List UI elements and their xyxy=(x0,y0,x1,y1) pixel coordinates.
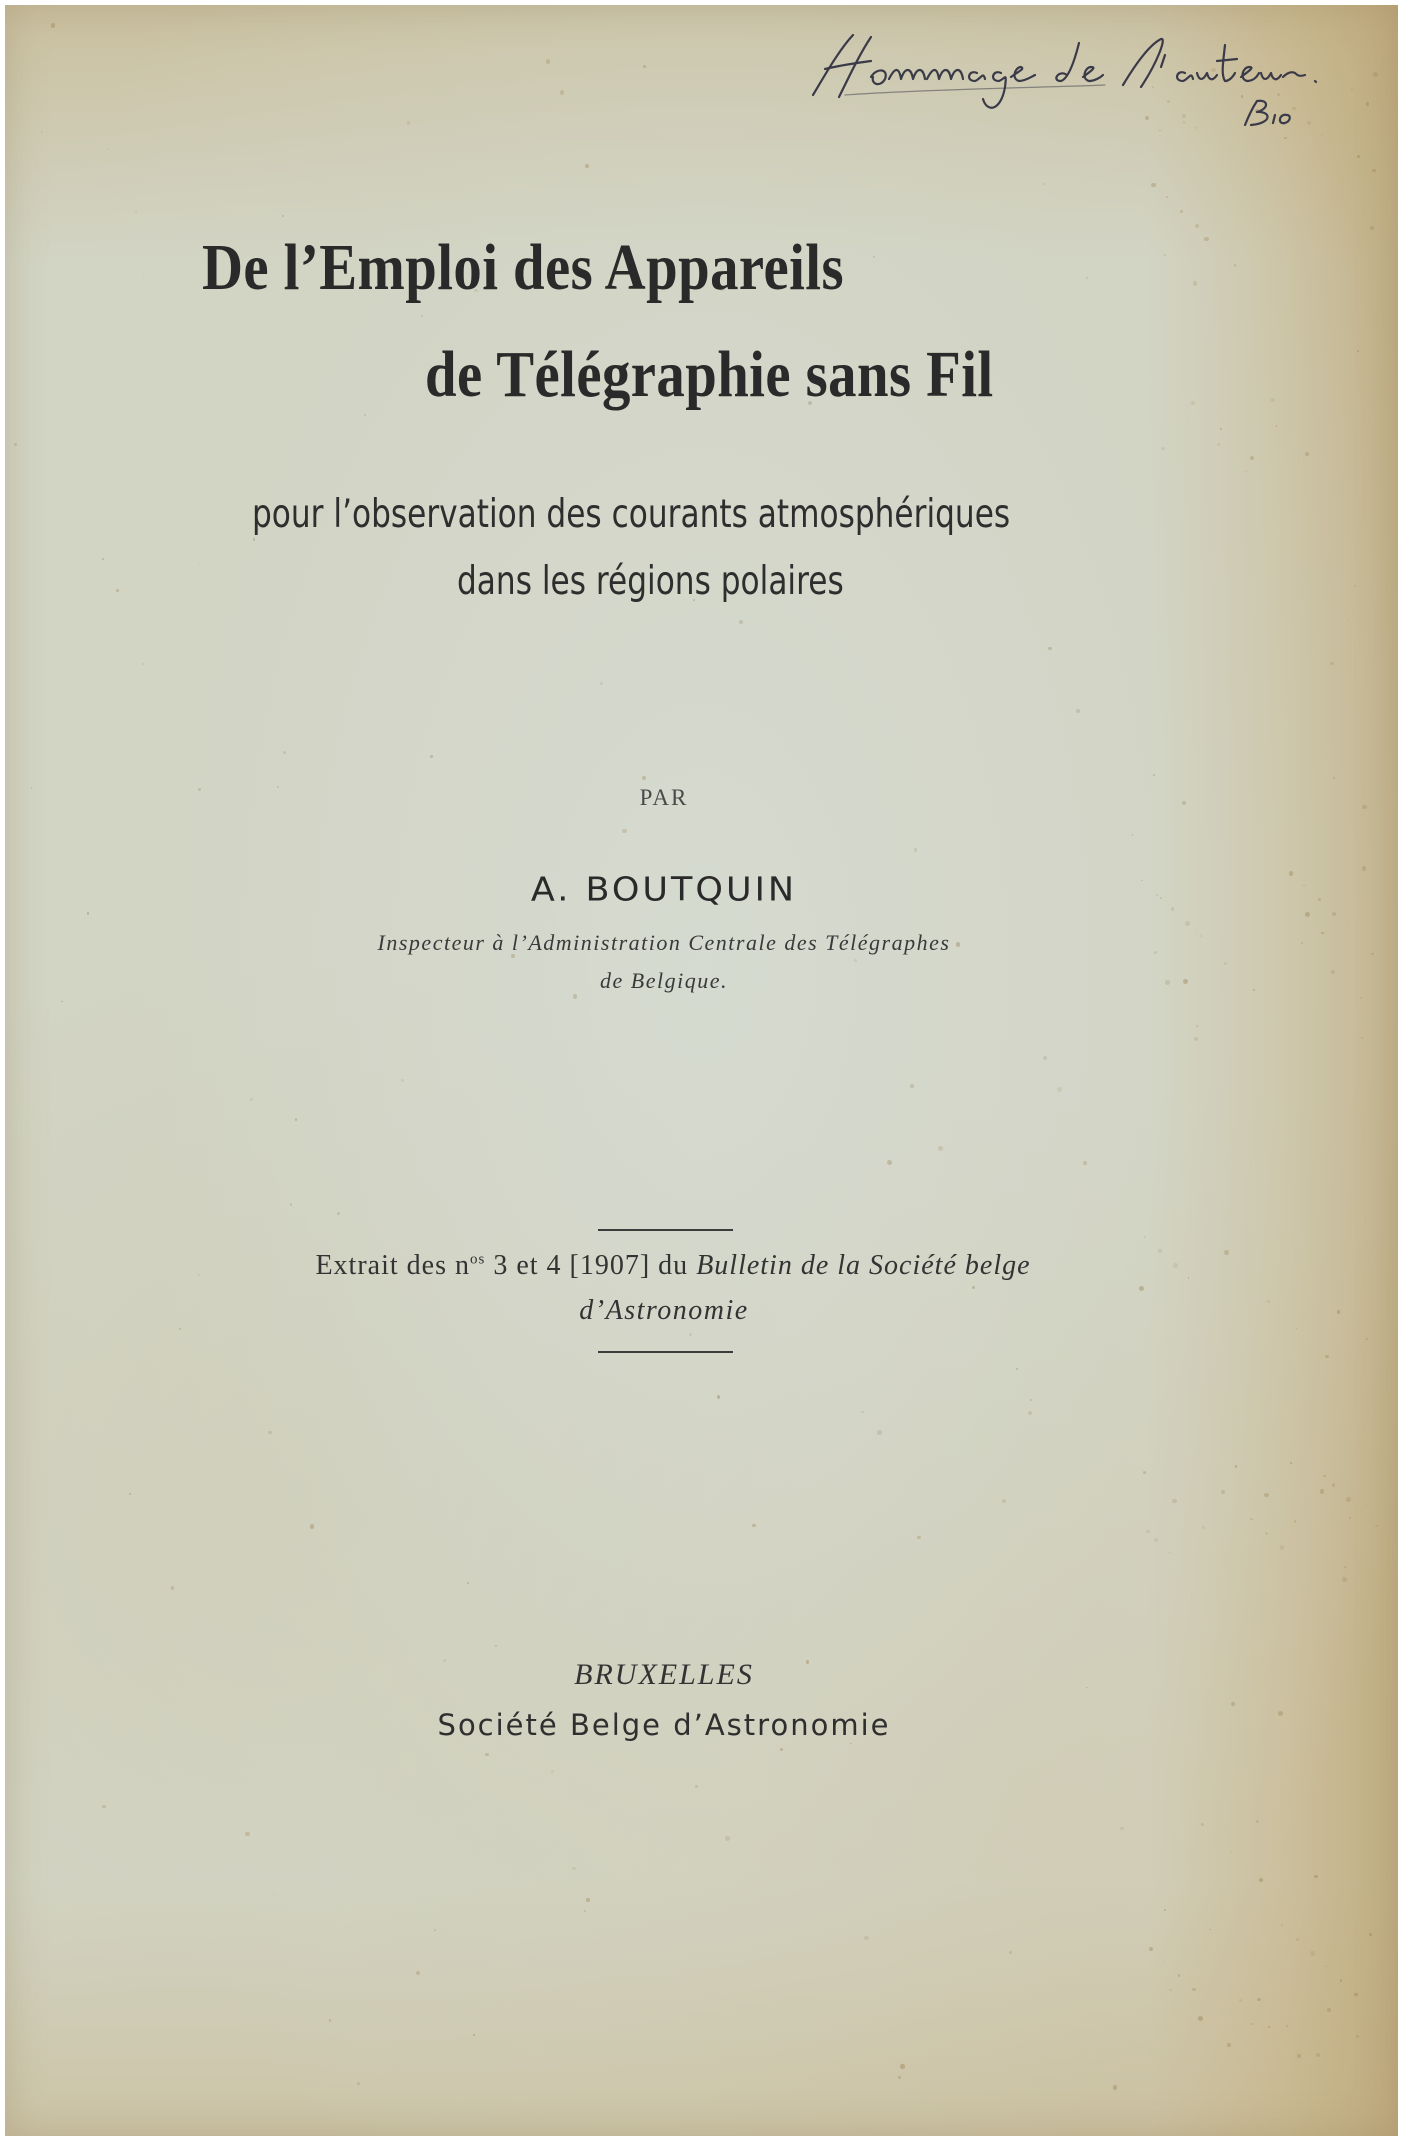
foxing-speck xyxy=(877,1430,881,1434)
foxing-speck xyxy=(560,90,565,95)
divider-top xyxy=(598,1229,733,1231)
foxing-speck xyxy=(1320,1489,1324,1493)
foxing-speck xyxy=(1076,709,1080,713)
subtitle-line-2: dans les régions polaires xyxy=(457,559,844,604)
foxing-speck xyxy=(1217,443,1220,446)
foxing-speck xyxy=(273,1894,274,1895)
foxing-speck xyxy=(873,256,875,258)
foxing-speck xyxy=(1230,1851,1231,1852)
foxing-speck xyxy=(1259,1878,1263,1882)
foxing-speck xyxy=(268,1431,271,1434)
foxing-speck xyxy=(887,1160,892,1165)
extract-prefix: Extrait des n xyxy=(315,1250,470,1281)
foxing-speck xyxy=(1113,2085,1118,2090)
foxing-speck xyxy=(1263,292,1264,293)
foxing-speck xyxy=(421,315,423,317)
foxing-speck xyxy=(1209,1929,1210,1930)
foxing-speck xyxy=(1239,1999,1242,2002)
foxing-speck xyxy=(142,663,144,665)
foxing-speck xyxy=(1234,264,1237,267)
author-affiliation-line-1: Inspecteur à l’Administration Centrale des Télégraphes xyxy=(377,930,951,955)
foxing-speck xyxy=(1290,1462,1292,1464)
foxing-speck xyxy=(1201,1823,1204,1826)
foxing-speck xyxy=(1154,1538,1158,1542)
extract-number-superscript: os xyxy=(469,1251,486,1268)
foxing-speck xyxy=(1250,456,1254,460)
foxing-speck xyxy=(585,164,589,168)
foxing-speck xyxy=(910,1084,914,1088)
foxing-speck xyxy=(282,215,285,218)
foxing-speck xyxy=(689,1333,692,1336)
foxing-speck xyxy=(416,1971,420,1975)
foxing-speck xyxy=(850,1743,852,1745)
foxing-speck xyxy=(1151,183,1156,188)
title-page xyxy=(5,5,1398,2136)
foxing-speck xyxy=(1371,1254,1372,1255)
foxing-speck xyxy=(717,1395,721,1399)
foxing-speck xyxy=(1191,401,1195,405)
foxing-speck xyxy=(1356,2035,1358,2037)
foxing-speck xyxy=(1185,921,1190,926)
foxing-speck xyxy=(1285,1847,1286,1848)
foxing-speck xyxy=(1144,1236,1146,1238)
journal-title-part-2: d’Astronomie xyxy=(579,1295,749,1326)
foxing-speck xyxy=(1340,1979,1343,1982)
foxing-speck xyxy=(1256,1820,1259,1823)
foxing-speck xyxy=(752,1524,756,1528)
foxing-speck xyxy=(600,682,603,685)
foxing-speck xyxy=(551,1770,555,1774)
foxing-speck xyxy=(102,558,105,561)
foxing-speck xyxy=(129,1493,131,1495)
foxing-speck xyxy=(900,2064,904,2068)
foxing-speck xyxy=(1257,1998,1260,2001)
foxing-speck xyxy=(1366,1338,1368,1340)
foxing-speck xyxy=(1143,1471,1146,1474)
foxing-speck xyxy=(1373,72,1378,77)
foxing-speck xyxy=(337,1212,340,1215)
foxing-speck xyxy=(622,829,626,833)
foxing-speck xyxy=(1369,1933,1372,1936)
foxing-speck xyxy=(1227,2043,1230,2046)
subtitle-line-1: pour l’observation des courants atmosphériques xyxy=(252,492,1011,537)
foxing-speck xyxy=(1366,102,1369,105)
foxing-speck xyxy=(972,1286,975,1289)
foxing-speck xyxy=(938,1146,943,1151)
foxing-speck xyxy=(1354,585,1356,587)
foxing-speck xyxy=(1164,254,1166,256)
foxing-speck xyxy=(1192,1988,1195,1991)
foxing-speck xyxy=(1294,1520,1297,1523)
foxing-speck xyxy=(1178,1974,1180,1976)
foxing-speck xyxy=(1305,912,1310,917)
foxing-speck xyxy=(1362,866,1366,870)
foxing-speck xyxy=(1370,226,1374,230)
foxing-speck xyxy=(1221,1490,1225,1494)
foxing-speck xyxy=(1030,1399,1032,1401)
foxing-speck xyxy=(642,776,646,780)
foxing-speck xyxy=(1344,1566,1347,1569)
foxing-speck xyxy=(1327,2008,1331,2012)
foxing-speck xyxy=(1280,1545,1284,1549)
foxing-speck xyxy=(914,848,918,852)
foxing-speck xyxy=(1357,155,1360,158)
foxing-speck xyxy=(102,1805,105,1808)
foxing-speck xyxy=(1361,1511,1363,1513)
foxing-speck xyxy=(1187,416,1188,417)
foxing-speck xyxy=(1360,997,1362,999)
foxing-speck xyxy=(1281,1924,1283,1926)
foxing-speck xyxy=(1305,452,1309,456)
foxing-speck xyxy=(68,1453,69,1454)
foxing-speck xyxy=(1265,1532,1268,1535)
foxing-speck xyxy=(546,59,551,64)
foxing-speck xyxy=(1325,1355,1328,1358)
foxing-speck xyxy=(1002,1499,1006,1503)
journal-title-part-1: Bulletin de la Société belge xyxy=(696,1250,1031,1281)
foxing-speck xyxy=(1220,428,1222,430)
foxing-speck xyxy=(1163,1961,1164,1962)
author-name: A. BOUTQUIN xyxy=(530,871,798,909)
foxing-speck xyxy=(1375,1525,1378,1528)
foxing-speck xyxy=(1276,425,1278,427)
foxing-speck xyxy=(1308,1283,1309,1284)
foxing-speck xyxy=(1361,1037,1363,1039)
foxing-speck xyxy=(1166,196,1168,198)
foxing-speck xyxy=(1348,620,1349,621)
foxing-speck xyxy=(898,2076,901,2079)
foxing-speck xyxy=(143,277,145,279)
foxing-speck xyxy=(1342,1577,1347,1582)
foxing-speck xyxy=(643,65,646,68)
foxing-speck xyxy=(1009,1951,1012,1954)
divider-bottom xyxy=(598,1351,733,1353)
extract-numbers: 3 et 4 [1907] du xyxy=(485,1250,697,1281)
foxing-speck xyxy=(171,1586,174,1589)
foxing-speck xyxy=(1246,471,1248,473)
foxing-speck xyxy=(357,2082,360,2085)
foxing-speck xyxy=(1028,1411,1032,1415)
foxing-speck xyxy=(310,1524,314,1528)
foxing-speck xyxy=(1316,2053,1320,2057)
foxing-speck xyxy=(407,121,411,125)
foxing-speck xyxy=(1043,1056,1047,1060)
foxing-speck xyxy=(1250,1162,1251,1163)
foxing-speck xyxy=(1161,447,1165,451)
foxing-speck xyxy=(1347,926,1348,927)
foxing-speck xyxy=(1314,1875,1317,1878)
foxing-speck xyxy=(1236,1504,1237,1505)
title-line-1: De l’Emploi des Appareils xyxy=(202,231,845,304)
foxing-speck xyxy=(107,148,109,150)
title-line-2: de Télégraphie sans Fil xyxy=(425,338,994,411)
foxing-speck xyxy=(1196,1025,1198,1027)
foxing-speck xyxy=(364,414,367,417)
foxing-speck xyxy=(245,1832,250,1837)
foxing-speck xyxy=(739,620,743,624)
foxing-speck xyxy=(1146,1530,1149,1533)
foxing-speck xyxy=(1191,1597,1192,1598)
foxing-speck xyxy=(61,1001,63,1003)
foxing-speck xyxy=(1153,774,1155,776)
foxing-speck xyxy=(1198,2016,1203,2021)
foxing-speck xyxy=(1164,1909,1166,1911)
foxing-speck xyxy=(199,564,200,565)
foxing-speck xyxy=(116,589,119,592)
imprint-publisher: Société Belge d’Astronomie xyxy=(437,1708,891,1742)
foxing-speck xyxy=(1354,1993,1358,1997)
foxing-speck xyxy=(1349,1517,1351,1519)
foxing-speck xyxy=(1083,1161,1087,1165)
foxing-speck xyxy=(1298,460,1299,461)
foxing-speck xyxy=(1297,2054,1301,2058)
foxing-speck xyxy=(1172,1499,1177,1504)
foxing-speck xyxy=(1357,350,1359,352)
foxing-speck xyxy=(586,1898,590,1902)
foxing-speck xyxy=(1331,970,1335,974)
foxing-speck xyxy=(1139,1286,1144,1291)
foxing-speck xyxy=(473,2034,475,2036)
foxing-speck xyxy=(1132,834,1133,835)
foxing-speck xyxy=(1337,1310,1341,1314)
foxing-speck xyxy=(1251,2023,1253,2025)
foxing-speck xyxy=(1204,237,1208,241)
foxing-speck xyxy=(917,1536,921,1540)
foxing-speck xyxy=(1268,2026,1270,2028)
foxing-speck xyxy=(780,1748,782,1750)
by-label: PAR xyxy=(639,785,689,810)
foxing-speck xyxy=(1057,1087,1062,1092)
foxing-speck xyxy=(1264,1493,1268,1497)
foxing-speck xyxy=(467,1582,469,1584)
foxing-speck xyxy=(1310,1951,1314,1955)
foxing-speck xyxy=(781,714,782,715)
foxing-speck xyxy=(1048,647,1051,650)
foxing-speck xyxy=(253,538,255,540)
foxing-speck xyxy=(1224,962,1227,965)
foxing-speck xyxy=(1231,1702,1235,1706)
foxing-speck xyxy=(87,912,89,914)
foxing-speck xyxy=(1365,1222,1366,1223)
foxing-speck xyxy=(1286,2025,1288,2027)
foxing-speck xyxy=(1120,1827,1124,1831)
imprint-city: BRUXELLES xyxy=(574,1658,754,1691)
foxing-speck xyxy=(861,1411,864,1414)
foxing-speck xyxy=(179,1328,181,1330)
handwritten-inscription xyxy=(805,15,1365,145)
foxing-speck xyxy=(14,443,17,446)
foxing-speck xyxy=(1371,953,1374,956)
foxing-speck xyxy=(51,23,55,27)
foxing-speck xyxy=(485,1753,489,1757)
foxing-speck xyxy=(1194,1037,1198,1041)
foxing-speck xyxy=(1332,912,1336,916)
foxing-speck xyxy=(1346,1497,1350,1501)
extract-note-line-1 xyxy=(5,1250,1341,1282)
foxing-speck xyxy=(295,1118,297,1120)
foxing-speck xyxy=(1296,1938,1299,1941)
foxing-speck xyxy=(725,1836,730,1841)
foxing-speck xyxy=(434,1929,436,1931)
foxing-speck xyxy=(1333,777,1335,779)
foxing-speck xyxy=(1353,1502,1354,1503)
foxing-speck xyxy=(573,994,577,998)
foxing-speck xyxy=(1169,1552,1170,1553)
foxing-speck xyxy=(1372,169,1376,173)
foxing-speck xyxy=(584,1910,586,1912)
foxing-speck xyxy=(854,959,857,962)
author-affiliation-line-2: de Belgique. xyxy=(600,968,728,993)
foxing-speck xyxy=(1250,1518,1252,1520)
foxing-speck xyxy=(250,1098,253,1101)
foxing-speck xyxy=(1086,277,1088,279)
foxing-speck xyxy=(1044,183,1045,184)
foxing-speck xyxy=(1332,1483,1335,1486)
foxing-speck xyxy=(1270,398,1274,402)
foxing-speck xyxy=(572,1867,575,1870)
foxing-speck xyxy=(1362,805,1367,810)
foxing-speck xyxy=(495,1645,497,1647)
foxing-speck xyxy=(1180,210,1183,213)
foxing-speck xyxy=(401,1079,404,1082)
foxing-speck xyxy=(1016,1368,1018,1370)
foxing-speck xyxy=(430,755,433,758)
foxing-speck xyxy=(290,1203,293,1206)
foxing-speck xyxy=(1235,1465,1237,1467)
foxing-speck xyxy=(1368,419,1369,420)
foxing-speck xyxy=(1296,1328,1297,1329)
foxing-speck xyxy=(41,131,43,133)
foxing-speck xyxy=(1325,1965,1327,1967)
foxing-speck xyxy=(135,211,137,213)
foxing-speck xyxy=(329,2019,332,2022)
foxing-speck xyxy=(1323,1475,1326,1478)
foxing-speck xyxy=(1195,224,1199,228)
foxing-speck xyxy=(283,751,286,754)
foxing-speck xyxy=(1330,662,1333,665)
foxing-speck xyxy=(1169,1989,1172,1992)
foxing-speck xyxy=(1149,1947,1153,1951)
foxing-speck xyxy=(695,1785,698,1788)
foxing-speck xyxy=(1202,1526,1205,1529)
foxing-speck xyxy=(1193,281,1197,285)
foxing-speck xyxy=(864,1936,868,1940)
